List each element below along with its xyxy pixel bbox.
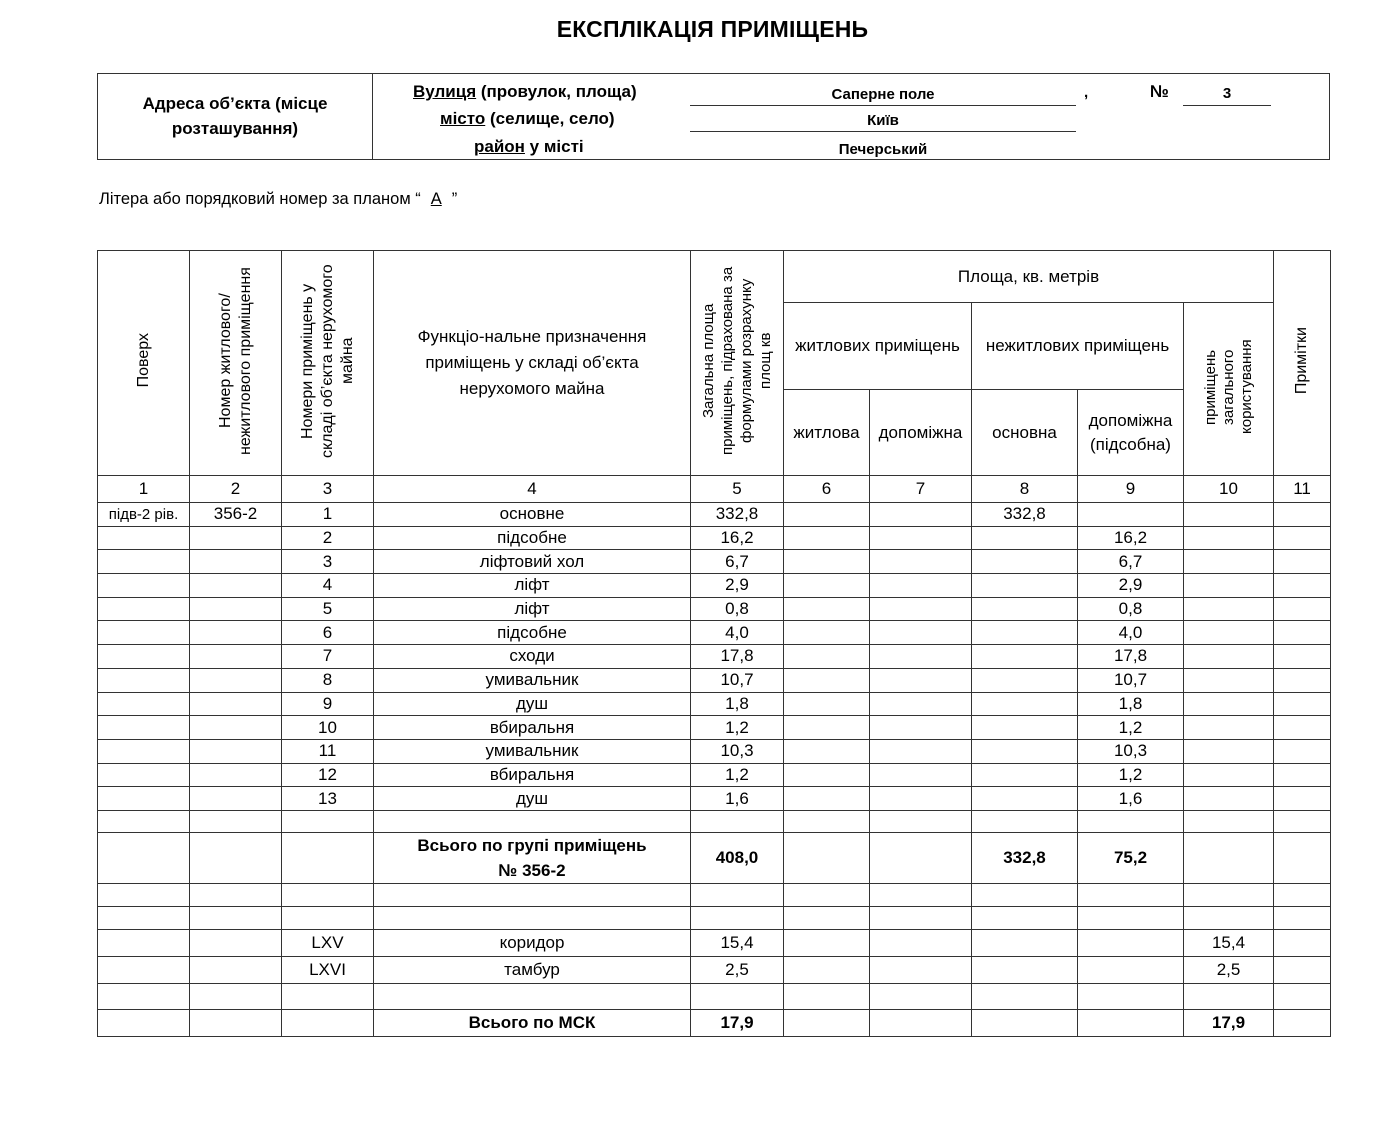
number-underline bbox=[1183, 105, 1271, 106]
row-common bbox=[1184, 645, 1274, 669]
group-total-label: Всього по групі приміщень № 356-2 bbox=[374, 832, 691, 883]
row-floor bbox=[98, 787, 190, 811]
msk-total-row bbox=[98, 1009, 1331, 1036]
row-res-aux bbox=[870, 787, 972, 811]
row-unit bbox=[190, 763, 282, 787]
msk-total-area: 17,9 bbox=[691, 1009, 784, 1036]
row-floor bbox=[98, 668, 190, 692]
row-total: 16,2 bbox=[691, 526, 784, 550]
group-total-nonres-main: 332,8 bbox=[972, 832, 1078, 883]
row-res-main bbox=[784, 621, 870, 645]
row-common bbox=[1184, 621, 1274, 645]
row-nonres-aux: 2,9 bbox=[1078, 574, 1184, 598]
col-number: 2 bbox=[190, 476, 282, 503]
table-row bbox=[98, 526, 1331, 550]
row-res-main bbox=[784, 526, 870, 550]
row-res-aux bbox=[870, 503, 972, 527]
table-row bbox=[98, 716, 1331, 740]
page-title: ЕКСПЛІКАЦІЯ ПРИМІЩЕНЬ bbox=[556, 16, 869, 42]
row-notes bbox=[1274, 550, 1331, 574]
row-res-aux bbox=[870, 621, 972, 645]
row-notes bbox=[1274, 739, 1331, 763]
row-common bbox=[1184, 787, 1274, 811]
row-total: 1,2 bbox=[691, 763, 784, 787]
row-notes bbox=[1274, 692, 1331, 716]
row-unit bbox=[190, 526, 282, 550]
row-purpose: душ bbox=[374, 692, 691, 716]
row-unit bbox=[190, 550, 282, 574]
row-total: 1,2 bbox=[691, 716, 784, 740]
row-res-aux bbox=[870, 692, 972, 716]
row-nonres-aux: 1,2 bbox=[1078, 763, 1184, 787]
col-number: 5 bbox=[691, 476, 784, 503]
row-unit: 356-2 bbox=[190, 503, 282, 527]
row-res-aux bbox=[870, 739, 972, 763]
header-area-group: Площа, кв. метрів bbox=[784, 251, 1274, 303]
common-row bbox=[98, 956, 1331, 983]
header-unit-number: Номер житлового/ нежитлового приміщення bbox=[190, 251, 282, 476]
row-res-main bbox=[784, 739, 870, 763]
row-common bbox=[1184, 503, 1274, 527]
row-room: 6 bbox=[282, 621, 374, 645]
address-divider bbox=[372, 74, 373, 159]
col-number: 1 bbox=[98, 476, 190, 503]
common-row bbox=[98, 929, 1331, 956]
col-number: 4 bbox=[374, 476, 691, 503]
row-common bbox=[1184, 550, 1274, 574]
row-total: 2,9 bbox=[691, 574, 784, 598]
row-room: 10 bbox=[282, 716, 374, 740]
header-residential: житлових приміщень bbox=[784, 303, 972, 390]
row-res-main bbox=[784, 787, 870, 811]
row-total: 17,8 bbox=[691, 645, 784, 669]
row-room: 3 bbox=[282, 550, 374, 574]
common-total: 15,4 bbox=[691, 929, 784, 956]
letter-value: А bbox=[430, 190, 442, 208]
row-nonres-main bbox=[972, 645, 1078, 669]
row-res-aux bbox=[870, 597, 972, 621]
row-room: 7 bbox=[282, 645, 374, 669]
row-nonres-main bbox=[972, 763, 1078, 787]
row-res-main bbox=[784, 668, 870, 692]
blank-row bbox=[98, 883, 1331, 906]
col-number: 7 bbox=[870, 476, 972, 503]
row-nonres-aux: 16,2 bbox=[1078, 526, 1184, 550]
row-nonres-main bbox=[972, 668, 1078, 692]
header-nonres-main: основна bbox=[972, 390, 1078, 476]
table-row bbox=[98, 503, 1331, 527]
row-common bbox=[1184, 692, 1274, 716]
row-res-main bbox=[784, 763, 870, 787]
row-purpose: основне bbox=[374, 503, 691, 527]
header-room-numbers: Номери приміщень у складі об’єкта нерухомого майна bbox=[282, 251, 374, 476]
row-total: 0,8 bbox=[691, 597, 784, 621]
row-nonres-aux: 1,2 bbox=[1078, 716, 1184, 740]
row-room: 5 bbox=[282, 597, 374, 621]
row-res-main bbox=[784, 550, 870, 574]
row-unit bbox=[190, 716, 282, 740]
row-nonres-main bbox=[972, 716, 1078, 740]
row-common bbox=[1184, 716, 1274, 740]
row-res-main bbox=[784, 692, 870, 716]
row-res-aux bbox=[870, 716, 972, 740]
row-notes bbox=[1274, 574, 1331, 598]
row-purpose: сходи bbox=[374, 645, 691, 669]
row-room: 11 bbox=[282, 739, 374, 763]
row-unit bbox=[190, 621, 282, 645]
city-label: місто (селище, село) bbox=[440, 109, 615, 128]
table-row bbox=[98, 621, 1331, 645]
district-label: район у місті bbox=[474, 137, 584, 156]
row-room: 4 bbox=[282, 574, 374, 598]
table-row bbox=[98, 668, 1331, 692]
header-nonres-aux: допоміжна (підсобна) bbox=[1078, 390, 1184, 476]
row-nonres-aux: 4,0 bbox=[1078, 621, 1184, 645]
row-room: 2 bbox=[282, 526, 374, 550]
row-res-aux bbox=[870, 574, 972, 598]
row-nonres-main bbox=[972, 787, 1078, 811]
street-value: Саперне поле bbox=[831, 86, 935, 103]
row-total: 1,6 bbox=[691, 787, 784, 811]
header-floor: Поверх bbox=[98, 251, 190, 476]
row-room: 8 bbox=[282, 668, 374, 692]
row-purpose: ліфт bbox=[374, 597, 691, 621]
blank-row bbox=[98, 983, 1331, 1009]
row-total: 6,7 bbox=[691, 550, 784, 574]
row-purpose: підсобне bbox=[374, 526, 691, 550]
row-notes bbox=[1274, 668, 1331, 692]
row-unit bbox=[190, 692, 282, 716]
row-nonres-main bbox=[972, 597, 1078, 621]
col-number: 10 bbox=[1184, 476, 1274, 503]
number-value: 3 bbox=[1222, 85, 1232, 102]
group-total-nonres-aux: 75,2 bbox=[1078, 832, 1184, 883]
row-res-aux bbox=[870, 526, 972, 550]
header-common-use: приміщень загального користування bbox=[1184, 303, 1274, 476]
row-floor bbox=[98, 597, 190, 621]
table-row bbox=[98, 692, 1331, 716]
row-floor bbox=[98, 574, 190, 598]
header-notes: Примітки bbox=[1274, 251, 1331, 476]
row-res-main bbox=[784, 716, 870, 740]
row-nonres-aux: 0,8 bbox=[1078, 597, 1184, 621]
row-purpose: умивальник bbox=[374, 739, 691, 763]
explication-table bbox=[97, 250, 1331, 1037]
number-label: № bbox=[1150, 82, 1169, 101]
row-room: 13 bbox=[282, 787, 374, 811]
col-number: 9 bbox=[1078, 476, 1184, 503]
row-floor bbox=[98, 526, 190, 550]
col-number: 6 bbox=[784, 476, 870, 503]
address-label: Адреса об’єкта (місце розташування) bbox=[142, 94, 328, 138]
row-res-aux bbox=[870, 763, 972, 787]
row-nonres-main bbox=[972, 739, 1078, 763]
row-room: 1 bbox=[282, 503, 374, 527]
row-notes bbox=[1274, 503, 1331, 527]
district-value: Печерський bbox=[838, 141, 928, 158]
letter-line: Літера або порядковий номер за планом “ А ” bbox=[99, 190, 458, 208]
row-floor bbox=[98, 550, 190, 574]
address-block bbox=[97, 73, 1330, 160]
row-unit bbox=[190, 574, 282, 598]
table-row bbox=[98, 574, 1331, 598]
row-total: 10,3 bbox=[691, 739, 784, 763]
common-purpose: коридор bbox=[374, 929, 691, 956]
row-room: 12 bbox=[282, 763, 374, 787]
blank-row bbox=[98, 810, 1331, 832]
row-unit bbox=[190, 787, 282, 811]
row-purpose: підсобне bbox=[374, 621, 691, 645]
common-room: LXV bbox=[282, 929, 374, 956]
row-res-aux bbox=[870, 668, 972, 692]
row-nonres-aux: 1,8 bbox=[1078, 692, 1184, 716]
row-nonres-aux: 6,7 bbox=[1078, 550, 1184, 574]
table-row bbox=[98, 550, 1331, 574]
row-nonres-main bbox=[972, 621, 1078, 645]
row-purpose: душ bbox=[374, 787, 691, 811]
row-common bbox=[1184, 739, 1274, 763]
row-notes bbox=[1274, 597, 1331, 621]
row-floor bbox=[98, 739, 190, 763]
row-nonres-aux bbox=[1078, 503, 1184, 527]
blank-row bbox=[98, 906, 1331, 929]
common-use-area: 15,4 bbox=[1184, 929, 1274, 956]
city-underline bbox=[690, 131, 1076, 132]
street-comma: , bbox=[1084, 84, 1089, 101]
msk-total-common: 17,9 bbox=[1184, 1009, 1274, 1036]
header-purpose: Функціо-нальне призначення приміщень у складі об’єкта нерухомого майна bbox=[374, 251, 691, 476]
row-room: 9 bbox=[282, 692, 374, 716]
row-nonres-aux: 10,7 bbox=[1078, 668, 1184, 692]
row-res-aux bbox=[870, 645, 972, 669]
row-nonres-main bbox=[972, 692, 1078, 716]
row-notes bbox=[1274, 621, 1331, 645]
row-res-main bbox=[784, 597, 870, 621]
row-common bbox=[1184, 526, 1274, 550]
row-res-main bbox=[784, 574, 870, 598]
col-number: 8 bbox=[972, 476, 1078, 503]
row-floor bbox=[98, 763, 190, 787]
row-notes bbox=[1274, 716, 1331, 740]
row-total: 4,0 bbox=[691, 621, 784, 645]
row-common bbox=[1184, 597, 1274, 621]
header-total-area: Загальна площа приміщень, підрахована за формулами розрахунку площ кв bbox=[691, 251, 784, 476]
common-total: 2,5 bbox=[691, 956, 784, 983]
row-unit bbox=[190, 645, 282, 669]
row-notes bbox=[1274, 763, 1331, 787]
row-res-main bbox=[784, 503, 870, 527]
col-number: 3 bbox=[282, 476, 374, 503]
row-nonres-main bbox=[972, 550, 1078, 574]
street-underline bbox=[690, 105, 1076, 106]
common-room: LXVI bbox=[282, 956, 374, 983]
row-unit bbox=[190, 597, 282, 621]
row-unit bbox=[190, 668, 282, 692]
row-total: 1,8 bbox=[691, 692, 784, 716]
row-floor bbox=[98, 645, 190, 669]
row-purpose: вбиральня bbox=[374, 716, 691, 740]
row-purpose: умивальник bbox=[374, 668, 691, 692]
row-notes bbox=[1274, 645, 1331, 669]
header-residential-main: житлова bbox=[784, 390, 870, 476]
row-nonres-aux: 17,8 bbox=[1078, 645, 1184, 669]
row-floor bbox=[98, 621, 190, 645]
group-total-area: 408,0 bbox=[691, 832, 784, 883]
table-row bbox=[98, 739, 1331, 763]
row-floor bbox=[98, 716, 190, 740]
table-row bbox=[98, 787, 1331, 811]
header-residential-aux: допоміжна bbox=[870, 390, 972, 476]
row-floor: підв-2 рів. bbox=[98, 503, 190, 527]
table-row bbox=[98, 645, 1331, 669]
row-purpose: ліфт bbox=[374, 574, 691, 598]
city-value: Київ bbox=[867, 112, 899, 129]
col-number: 11 bbox=[1274, 476, 1331, 503]
row-common bbox=[1184, 574, 1274, 598]
row-common bbox=[1184, 763, 1274, 787]
header-non-residential: нежитлових приміщень bbox=[972, 303, 1184, 390]
table-row bbox=[98, 763, 1331, 787]
row-notes bbox=[1274, 526, 1331, 550]
row-notes bbox=[1274, 787, 1331, 811]
row-nonres-main bbox=[972, 574, 1078, 598]
row-purpose: ліфтовий хол bbox=[374, 550, 691, 574]
group-total-row bbox=[98, 832, 1331, 883]
row-res-main bbox=[784, 645, 870, 669]
row-res-aux bbox=[870, 550, 972, 574]
row-nonres-main: 332,8 bbox=[972, 503, 1078, 527]
row-unit bbox=[190, 739, 282, 763]
msk-total-label: Всього по МСК bbox=[374, 1009, 691, 1036]
street-label: Вулиця (провулок, площа) bbox=[413, 82, 637, 101]
row-purpose: вбиральня bbox=[374, 763, 691, 787]
row-nonres-aux: 1,6 bbox=[1078, 787, 1184, 811]
row-total: 332,8 bbox=[691, 503, 784, 527]
table-row bbox=[98, 597, 1331, 621]
common-use-area: 2,5 bbox=[1184, 956, 1274, 983]
row-nonres-aux: 10,3 bbox=[1078, 739, 1184, 763]
row-total: 10,7 bbox=[691, 668, 784, 692]
row-floor bbox=[98, 692, 190, 716]
row-common bbox=[1184, 668, 1274, 692]
common-purpose: тамбур bbox=[374, 956, 691, 983]
row-nonres-main bbox=[972, 526, 1078, 550]
